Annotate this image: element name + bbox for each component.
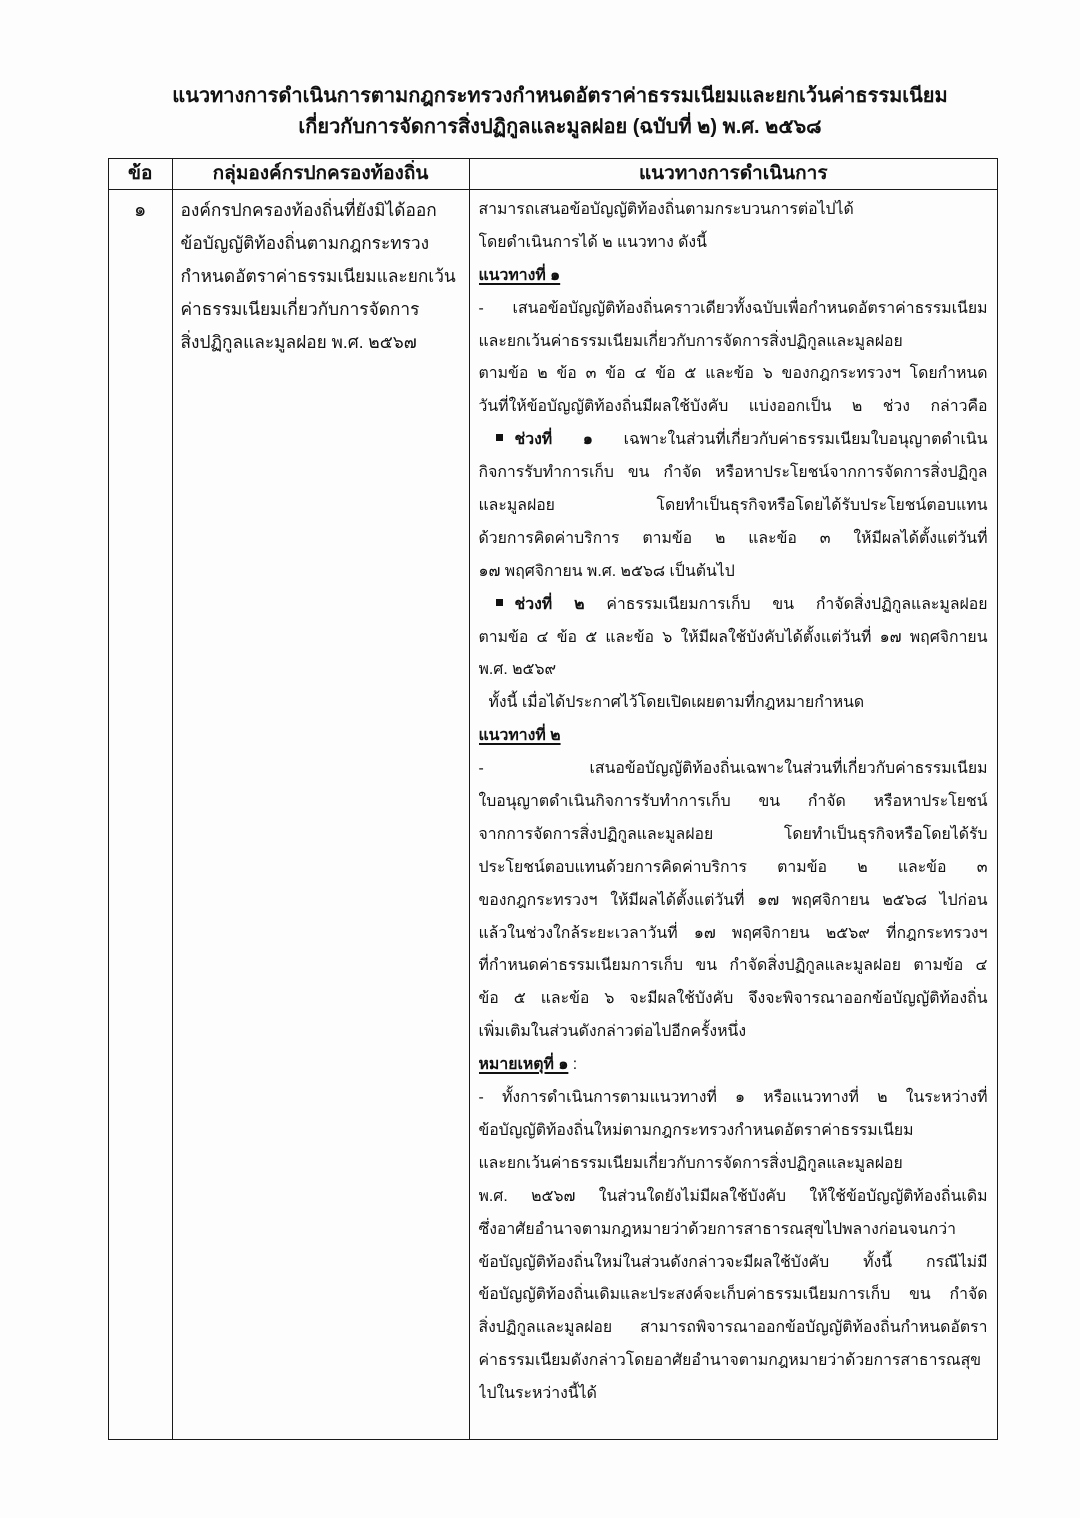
period-1-line: กิจการรับทำการเก็บ ขน กำจัด หรือหาประโยชน์จากการจัดการสิ่งปฏิกูล (478, 464, 988, 482)
period-1-line: ๑๗ พฤศจิกายน พ.ศ. ๒๕๖๘ เป็นต้นไป (478, 562, 735, 580)
note-1-line: ไปในระหว่างนี้ได้ (478, 1385, 597, 1403)
header-group-label: กลุ่มองค์กรปกครองท้องถิ่น (212, 163, 429, 184)
group-cell (173, 190, 470, 1439)
header-no (109, 159, 173, 190)
period-2-line: พ.ศ. ๒๕๖๙ (478, 661, 557, 679)
note-1-line: ข้อบัญญัติท้องถิ่นใหม่ในส่วนดังกล่าวจะมีผลใช้บังคับ ทั้งนี้ กรณีไม่มี (478, 1253, 988, 1271)
approach-1-heading: แนวทางที่ ๑ (478, 266, 561, 284)
period-1-line: และมูลฝอย โดยทำเป็นธุรกิจหรือโดยได้รับประโยชน์ตอบแทน (478, 497, 988, 515)
period-1-line: ด้วยการคิดค่าบริการ ตามข้อ ๒ และข้อ ๓ ให้มีผลได้ตั้งแต่วันที่ (478, 529, 988, 547)
note-1-heading: หมายเหตุที่ ๑ (478, 1056, 569, 1074)
approach-1-line: ตามข้อ ๒ ข้อ ๓ ข้อ ๔ ข้อ ๕ และข้อ ๖ ของกฎกระทรวงฯ โดยกำหนด (478, 365, 988, 383)
approach-1-line: - เสนอข้อบัญญัติท้องถิ่นคราวเดียวทั้งฉบับเพื่อกำหนดอัตราค่าธรรมเนียม (478, 299, 988, 317)
period-2-text: ค่าธรรมเนียมการเก็บ ขน กำจัดสิ่งปฏิกูลและมูลฝอย (606, 595, 988, 613)
intro-line: สามารถเสนอข้อบัญญัติท้องถิ่นตามกระบวนการต่อไปได้ (478, 201, 854, 218)
group-line: กำหนดอัตราค่าธรรมเนียมและยกเว้น (180, 265, 456, 286)
approach-1-closing: ทั้งนี้ เมื่อได้ประกาศไว้โดยเปิดเผยตามที่กฎหมายกำหนด (488, 694, 865, 712)
group-line: ค่าธรรมเนียมเกี่ยวกับการจัดการ (180, 298, 420, 319)
row-number-cell (109, 190, 173, 1439)
period-1-label: ช่วงที่ ๑ (514, 431, 593, 449)
note-1-line: และยกเว้นค่าธรรมเนียมเกี่ยวกับการจัดการสิ่งปฏิกูลและมูลฝอย (478, 1154, 903, 1172)
approach-1-line: และยกเว้นค่าธรรมเนียมเกี่ยวกับการจัดการสิ่งปฏิกูลและมูลฝอย (478, 332, 903, 350)
group-line: องค์กรปกครองท้องถิ่นที่ยังมิได้ออก (180, 200, 437, 220)
period-2-first-line (479, 589, 988, 622)
header-group (173, 159, 470, 190)
note-1-line: สิ่งปฏิกูลและมูลฝอย สามารถพิจารณาออกข้อบัญญัติท้องถิ่นกำหนดอัตรา (478, 1319, 988, 1337)
note-1-line: - ทั้งการดำเนินการตามแนวทางที่ ๑ หรือแนวทางที่ ๒ ในระหว่างที่ (478, 1089, 988, 1107)
approach-2-line: เพิ่มเติมในส่วนดังกล่าวต่อไปอีกครั้งหนึ่ง (478, 1023, 747, 1041)
approach-2-line: ที่กำหนดค่าธรรมเนียมการเก็บ ขน กำจัดสิ่งปฏิกูลและมูลฝอย ตามข้อ ๔ (478, 957, 988, 975)
square-bullet-icon (496, 434, 503, 441)
note-1-line: ซึ่งอาศัยอำนาจตามกฎหมายว่าด้วยการสาธารณสุขไปพลางก่อนจนกว่า (478, 1220, 957, 1238)
note-1-heading-line (479, 1049, 988, 1082)
note-1-line: ข้อบัญญัติท้องถิ่นใหม่ตามกฎกระทรวงกำหนดอัตราค่าธรรมเนียม (478, 1121, 914, 1139)
note-1-line: ข้อบัญญัติท้องถิ่นเดิมและประสงค์จะเก็บค่าธรรมเนียมการเก็บ ขน กำจัด (478, 1286, 988, 1304)
approach-2-line: ข้อ ๕ และข้อ ๖ จะมีผลใช้บังคับ จึงจะพิจารณาออกข้อบัญญัติท้องถิ่น (478, 990, 988, 1008)
document-title (120, 81, 1000, 143)
period-2-line: ตามข้อ ๔ ข้อ ๕ และข้อ ๖ ให้มีผลใช้บังคับได้ตั้งแต่วันที่ ๑๗ พฤศจิกายน (478, 628, 988, 646)
period-1-text: เฉพาะในส่วนที่เกี่ยวกับค่าธรรมเนียมใบอนุญาตดำเนิน (623, 431, 988, 449)
group-line: สิ่งปฏิกูลและมูลฝอย พ.ศ. ๒๕๖๗ (180, 331, 417, 352)
header-guideline (470, 159, 998, 190)
approach-2-heading-line (479, 720, 988, 753)
note-1-suffix: : (572, 1056, 578, 1074)
approach-1-line: วันที่ให้ข้อบัญญัติท้องถิ่นมีผลใช้บังคับ แบ่งออกเป็น ๒ ช่วง กล่าวคือ (478, 398, 988, 416)
guideline-table (108, 158, 998, 1440)
header-guideline-label: แนวทางการดำเนินการ (638, 163, 828, 184)
period-2-label: ช่วงที่ ๒ (514, 595, 585, 613)
guideline-cell (470, 190, 998, 1439)
approach-2-heading: แนวทางที่ ๒ (478, 727, 561, 745)
approach-2-line: ของกฎกระทรวงฯ ให้มีผลได้ตั้งแต่วันที่ ๑๗ พฤศจิกายน ๒๕๖๘ ไปก่อน (478, 891, 988, 909)
approach-1-heading-line (479, 260, 988, 293)
title-line: แนวทางการดำเนินการตามกฎกระทรวงกำหนดอัตราค่าธรรมเนียมและยกเว้นค่าธรรมเนียม (172, 85, 948, 107)
approach-2-line: ประโยชน์ตอบแทนด้วยการคิดค่าบริการ ตามข้อ ๒ และข้อ ๓ (478, 858, 988, 876)
group-line: ข้อบัญญัติท้องถิ่นตามกฎกระทรวง (180, 232, 430, 253)
approach-2-line: จากการจัดการสิ่งปฏิกูลและมูลฝอย โดยทำเป็นธุรกิจหรือโดยได้รับ (478, 825, 988, 843)
square-bullet-icon (496, 599, 503, 606)
note-1-line: ค่าธรรมเนียมดังกล่าวโดยอาศัยอำนาจตามกฎหมายว่าด้วยการสาธารณสุข (478, 1352, 982, 1370)
approach-2-line: - เสนอข้อบัญญัติท้องถิ่นเฉพาะในส่วนที่เกี่ยวกับค่าธรรมเนียม (478, 760, 988, 778)
title-line: เกี่ยวกับการจัดการสิ่งปฏิกูลและมูลฝอย (ฉบับที่ ๒) พ.ศ. ๒๕๖๘ (298, 116, 822, 138)
approach-2-line: ใบอนุญาตดำเนินกิจการรับทำการเก็บ ขน กำจัด หรือหาประโยชน์ (478, 793, 988, 811)
intro-line: โดยดำเนินการได้ ๒ แนวทาง ดังนี้ (478, 233, 707, 251)
period-1-first-line (479, 424, 988, 457)
row-number: ๑ (134, 199, 147, 221)
approach-2-line: แล้วในช่วงใกล้ระยะเวลาวันที่ ๑๗ พฤศจิกายน ๒๕๖๙ ที่กฎกระทรวงฯ (478, 924, 988, 942)
note-1-line: พ.ศ. ๒๕๖๗ ในส่วนใดยังไม่มีผลใช้บังคับ ให้ใช้ข้อบัญญัติท้องถิ่นเดิม (478, 1187, 988, 1205)
header-no-label: ข้อ (128, 163, 153, 184)
